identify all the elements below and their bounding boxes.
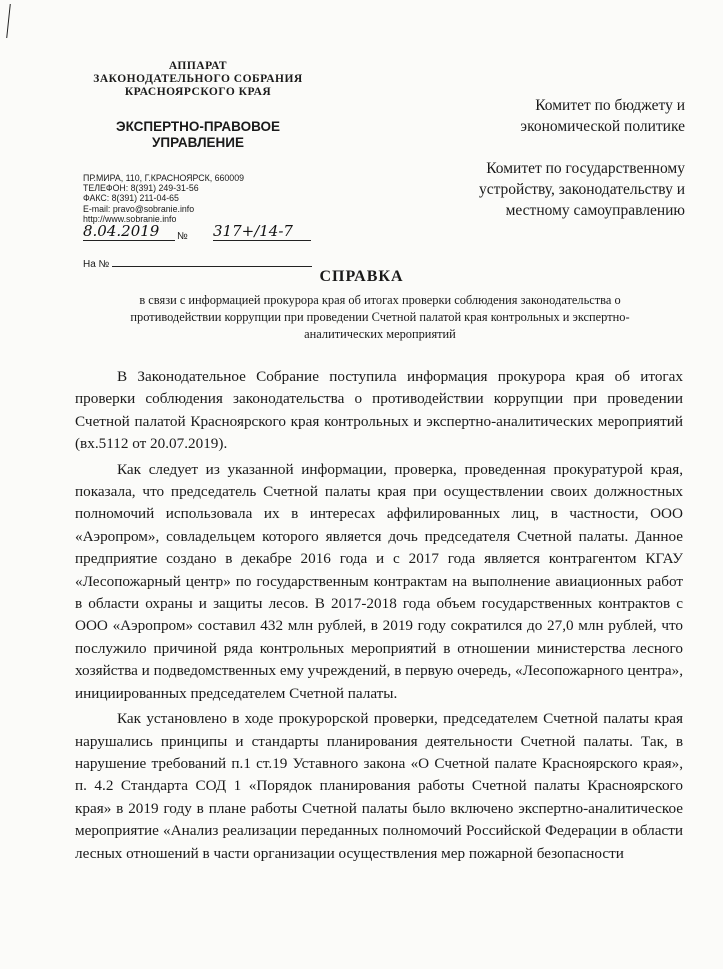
website-line: http://www.sobranie.info <box>83 213 177 224</box>
addressee-budget-committee <box>520 95 685 137</box>
registration-date: 8.04.2019 <box>83 222 175 241</box>
subtitle-line-2: противодействии коррупции при проведении Счетной палатой края контрольных и экспертно- <box>130 310 630 324</box>
org-line-1: АППАРАТ <box>168 60 228 72</box>
reference-number-label: На № <box>83 259 110 271</box>
dept-line-1: ЭКСПЕРТНО-ПРАВОВОЕ <box>115 119 281 134</box>
email-line: E-mail: pravo@sobranie.info <box>83 203 195 214</box>
dept-line-2: УПРАВЛЕНИЕ <box>151 135 244 150</box>
organization-name <box>78 60 318 99</box>
registration-number: 317+/14-7 <box>213 222 311 241</box>
body-paragraph-2: Как следует из указанной информации, проверка, проведенная прокуратурой края, показала, что председатель Счетной палаты края при осуществлении своих должностных полномочий использовала их в интересах аффилированных лиц, в частности, ООО «Аэропром», совладельцем которого является дочь председателя Счетной палаты. Данное предприятие создано в декабре 2016 года и с 2017 года является контрагентом КГАУ «Лесопожарный центр» по государственным контрактам на выполнение авиационных работ в области охраны и защиты лесов. В 2017-2018 года объем государственных контрактов с ООО «Аэропром» составил 432 млн рублей, в 2019 году сократился до 27,0 млн рублей, что послужило причиной ряда контрольных мероприятий в отношении министерства лесного хозяйства и подведомственных ему учреждений, в первую очередь, «Лесопожарного центра», инициированных председателем Счетной палаты. <box>75 460 683 702</box>
org-line-3: КРАСНОЯРСКОГО КРАЯ <box>124 86 272 98</box>
addressee-2-line-2: устройству, законодательству и <box>478 181 685 198</box>
addressee-1-line-2: экономической политике <box>520 118 685 135</box>
registration-line <box>83 222 318 258</box>
subtitle-line-1: в связи с информацией прокурора края об итогах проверки соблюдения законодательства о <box>139 293 621 307</box>
address-line: ПР.МИРА, 110, Г.КРАСНОЯРСК, 660009 <box>83 173 244 183</box>
department-name <box>78 119 318 151</box>
subtitle-line-3: аналитических мероприятий <box>304 327 456 341</box>
contact-block <box>83 173 318 224</box>
body-paragraph-1: В Законодательное Собрание поступила информация прокурора края об итогах проверки соблюдения законодательства о противодействии коррупции при проведении Счетной палатой Красноярского края контрольных и экспертно-аналитических мероприятий (вх.5112 от 20.07.2019). <box>75 368 683 453</box>
fax-line: ФАКС: 8(391) 211-04-65 <box>83 193 179 204</box>
document-title: СПРАВКА <box>319 268 404 285</box>
addressee-2-line-1: Комитет по государственному <box>486 160 685 177</box>
margin-pen-mark <box>6 4 15 38</box>
addressee-2-line-3: местному самоуправлению <box>505 202 685 219</box>
document-body <box>75 366 683 865</box>
org-line-2: ЗАКОНОДАТЕЛЬНОГО СОБРАНИЯ <box>93 73 303 85</box>
body-paragraph-3: Как установлено в ходе прокурорской проверки, председателем Счетной палаты края нарушались принципы и стандарты планирования деятельности Счетной палаты. Так, в нарушение требований п.1 ст.19 Уставного закона «О Счетной палате Красноярского края», п. 4.2 Стандарта СОД 1 «Порядок планирования работы Счетной палаты Красноярского края» в 2019 году в плане работы Счетной палаты было включено экспертно-аналитическое мероприятие «Анализ реализации переданных полномочий Российской Федерации в области лесных отношений в части организации осуществления мер пожарной безопасности <box>75 710 683 862</box>
addressee-state-committee <box>479 158 685 221</box>
addressee-1-line-1: Комитет по бюджету и <box>535 97 685 114</box>
letterhead <box>78 60 318 270</box>
reference-number-blank <box>112 258 312 267</box>
phone-line: ТЕЛЕФОН: 8(391) 249-31-56 <box>83 183 199 194</box>
registration-number-label: № <box>177 231 188 243</box>
document-subtitle <box>80 292 680 343</box>
